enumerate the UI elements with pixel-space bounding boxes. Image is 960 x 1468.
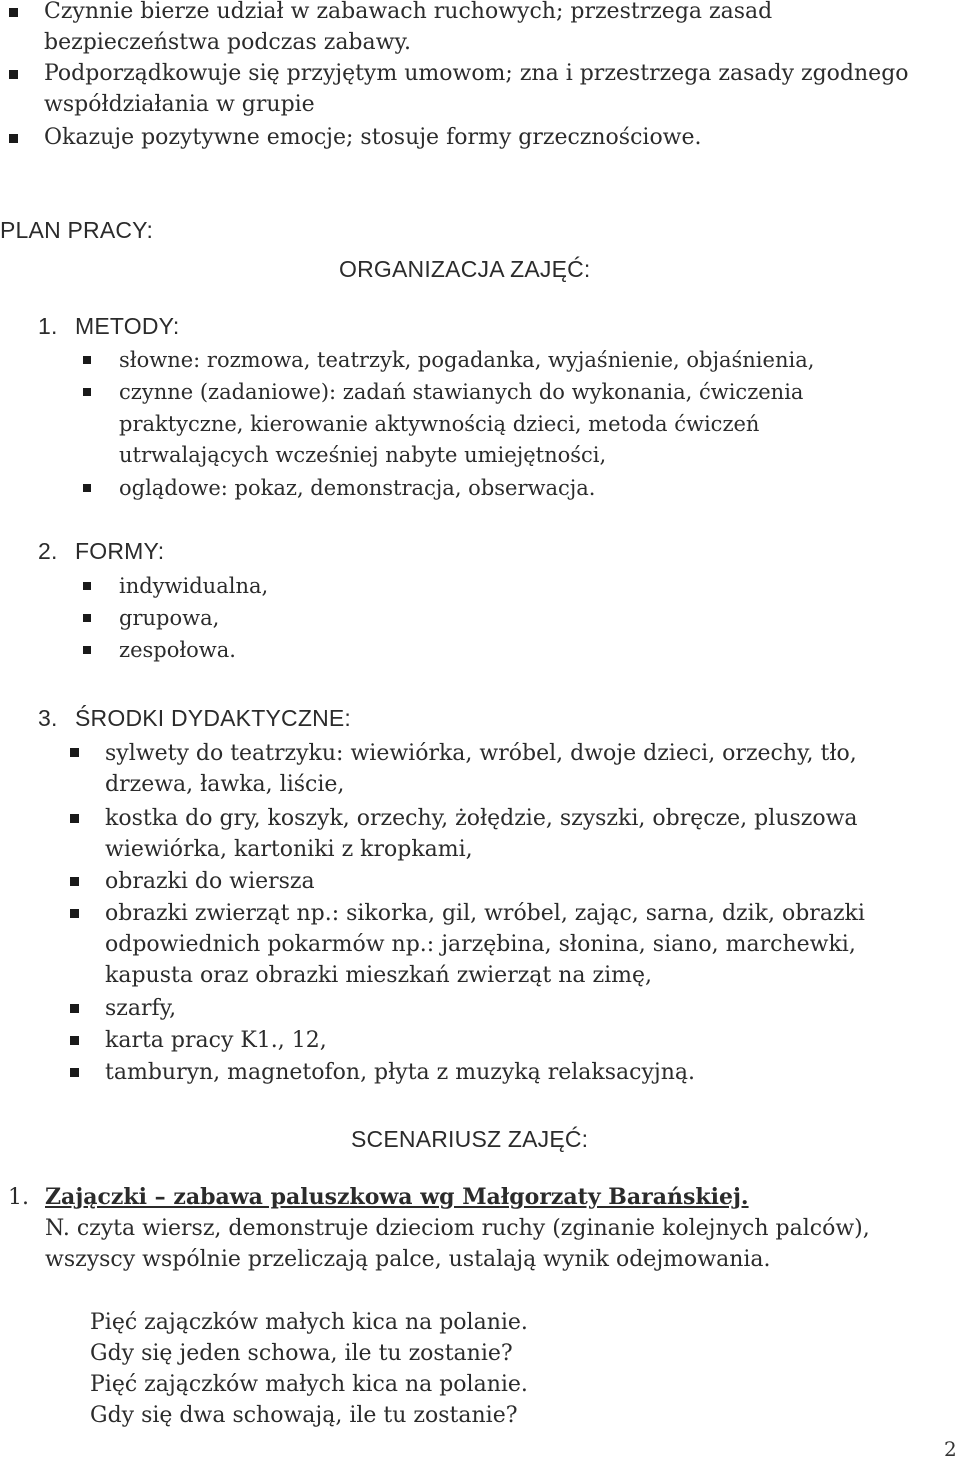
srodki-item: obrazki do wiersza bbox=[105, 869, 315, 894]
metody-heading: METODY: bbox=[75, 313, 180, 339]
srodki-item: karta pracy K1., 12, bbox=[105, 1028, 327, 1053]
bullet-square-icon bbox=[83, 646, 91, 654]
bullet-square-icon bbox=[9, 8, 18, 17]
srodki-item: tamburyn, magnetofon, płyta z muzyką relaksacyjną. bbox=[105, 1060, 695, 1085]
formy-item: indywidualna, bbox=[119, 574, 269, 598]
metody-item: oglądowe: pokaz, demonstracja, obserwacja. bbox=[119, 476, 596, 500]
bullet-square-icon bbox=[83, 484, 91, 492]
bullet-square-icon bbox=[70, 814, 79, 823]
page-number: 2 bbox=[944, 1437, 957, 1461]
srodki-item: obrazki zwierząt np.: sikorka, gil, wróbel, zając, sarna, dzik, obrazki odpowiednich pokarmów np.: jarzębina, słonina, siano, marchewki, kapusta oraz obrazki mieszkań zwierząt na zimę, bbox=[105, 901, 865, 988]
scenario-description: N. czyta wiersz, demonstruje dzieciom ruchy (zginanie kolejnych palców), wszyscy wspólnie przeliczają palce, ustalają wynik odejmowania. bbox=[45, 1216, 870, 1272]
bullet-square-icon bbox=[83, 388, 91, 396]
bullet-square-icon bbox=[70, 877, 79, 886]
metody-item: czynne (zadaniowe): zadań stawianych do wykonania, ćwiczenia praktyczne, kierowanie aktywnością dzieci, metoda ćwiczeń utrwalających wcześniej nabyte umiejętności, bbox=[119, 380, 804, 467]
srodki-item: kostka do gry, koszyk, orzechy, żołędzie, szyszki, obręcze, pluszowa wiewiórka, kartoniki z kropkami, bbox=[105, 806, 858, 862]
formy-item: grupowa, bbox=[119, 606, 220, 630]
objective-item: Okazuje pozytywne emocje; stosuje formy grzecznościowe. bbox=[44, 125, 702, 150]
formy-item: zespołowa. bbox=[119, 638, 236, 662]
poem-line: Pięć zajączków małych kica na polanie. bbox=[90, 1310, 528, 1335]
objective-item: Podporządkowuje się przyjętym umowom; zna i przestrzega zasady zgodnego współdziałania w grupie bbox=[44, 61, 909, 117]
metody-number: 1. bbox=[38, 313, 58, 339]
poem-line: Gdy się jeden schowa, ile tu zostanie? bbox=[90, 1341, 513, 1366]
srodki-item: szarfy, bbox=[105, 996, 177, 1021]
poem bbox=[90, 1307, 528, 1431]
srodki-heading: ŚRODKI DYDAKTYCZNE: bbox=[75, 705, 352, 731]
scenario-item-title: Zajączki – zabawa paluszkowa wg Małgorzaty Barańskiej. bbox=[45, 1184, 749, 1210]
bullet-square-icon bbox=[9, 70, 18, 79]
formy-heading: FORMY: bbox=[75, 538, 165, 564]
srodki-number: 3. bbox=[38, 705, 58, 731]
bullet-square-icon bbox=[70, 909, 79, 918]
objective-item: Czynnie bierze udział w zabawach ruchowych; przestrzega zasad bezpieczeństwa podczas zabawy. bbox=[44, 0, 773, 55]
bullet-square-icon bbox=[70, 1004, 79, 1013]
plan-pracy-heading: PLAN PRACY: bbox=[0, 217, 154, 243]
poem-line: Pięć zajączków małych kica na polanie. bbox=[90, 1372, 528, 1397]
bullet-square-icon bbox=[70, 1068, 79, 1077]
poem-line: Gdy się dwa schowają, ile tu zostanie? bbox=[90, 1403, 518, 1428]
bullet-square-icon bbox=[70, 1036, 79, 1045]
formy-number: 2. bbox=[38, 538, 58, 564]
bullet-square-icon bbox=[70, 748, 79, 757]
organizacja-heading: ORGANIZACJA ZAJĘĆ: bbox=[339, 256, 591, 282]
bullet-square-icon bbox=[9, 134, 18, 143]
srodki-item: sylwety do teatrzyku: wiewiórka, wróbel, dwoje dzieci, orzechy, tło, drzewa, ławka, liście, bbox=[105, 741, 857, 797]
metody-item: słowne: rozmowa, teatrzyk, pogadanka, wyjaśnienie, objaśnienia, bbox=[119, 348, 815, 372]
scenariusz-heading: SCENARIUSZ ZAJĘĆ: bbox=[351, 1126, 589, 1152]
scenario-item-number: 1. bbox=[8, 1185, 29, 1210]
bullet-square-icon bbox=[83, 582, 91, 590]
bullet-square-icon bbox=[83, 614, 91, 622]
bullet-square-icon bbox=[83, 356, 91, 364]
